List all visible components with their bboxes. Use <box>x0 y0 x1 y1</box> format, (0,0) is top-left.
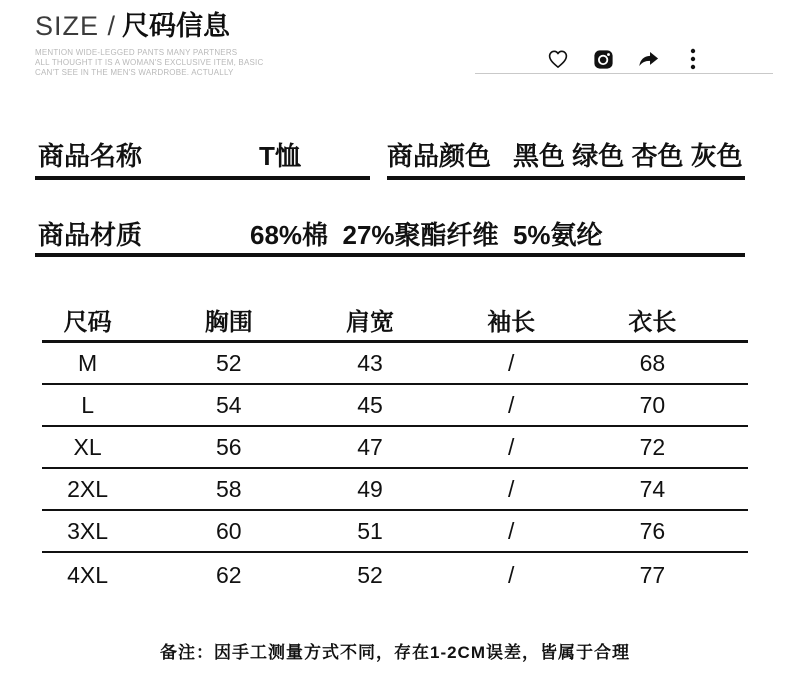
cell-length: 70 <box>639 391 666 418</box>
cell-sleeve: / <box>508 475 515 502</box>
table-row <box>42 343 748 385</box>
cell-chest: 60 <box>215 517 242 544</box>
col-header-chest: 胸围 <box>204 308 253 336</box>
header-divider <box>475 73 773 74</box>
cell-length: 72 <box>639 433 666 460</box>
kebab-menu-icon <box>681 46 705 72</box>
product-color-label: 商品颜色 <box>387 141 492 171</box>
cell-sleeve: / <box>508 349 515 376</box>
product-name-value: T恤 <box>259 141 301 171</box>
rule-product-material <box>35 253 745 257</box>
cell-shoulder: 51 <box>357 517 383 544</box>
subtitle-line: MENTION WIDE-LEGGED PANTS MANY PARTNERS <box>35 48 238 57</box>
cell-shoulder: 47 <box>357 433 383 460</box>
product-color-group <box>387 136 743 173</box>
cell-chest: 54 <box>215 391 242 418</box>
product-material-value: 68%棉 27%聚酯纤维 5%氨纶 <box>250 220 603 250</box>
table-row <box>42 511 748 553</box>
page-title-zh: 尺码信息 <box>122 11 231 41</box>
cell-sleeve: / <box>508 561 515 588</box>
subtitle-line: ALL THOUGHT IT IS A WOMAN'S EXCLUSIVE ITEM, BASIC <box>35 58 264 67</box>
rule-product-color <box>387 176 745 180</box>
cell-size: 3XL <box>67 517 109 544</box>
cell-size: 2XL <box>67 475 109 502</box>
cell-sleeve: / <box>508 517 515 544</box>
cell-size: 4XL <box>67 561 109 588</box>
cell-length: 77 <box>639 561 666 588</box>
page-title <box>35 10 230 42</box>
more-button[interactable] <box>681 46 705 72</box>
page-title-en: SIZE / <box>35 11 117 41</box>
size-table <box>42 298 748 597</box>
cell-length: 68 <box>639 349 666 376</box>
cell-size: L <box>81 391 94 418</box>
col-header-size: 尺码 <box>63 308 112 336</box>
cell-shoulder: 52 <box>357 561 383 588</box>
cell-chest: 56 <box>215 433 242 460</box>
product-color-value: 黑色 绿色 杏色 灰色 <box>513 141 743 171</box>
rule-product-name <box>35 176 370 180</box>
cell-sleeve: / <box>508 391 515 418</box>
cell-chest: 52 <box>215 349 242 376</box>
table-row <box>42 553 748 597</box>
cell-shoulder: 49 <box>357 475 383 502</box>
cell-size: XL <box>73 433 102 460</box>
cell-shoulder: 45 <box>357 391 383 418</box>
subtitle-line: CAN'T SEE IN THE MEN'S WARDROBE. ACTUALLY <box>35 68 234 77</box>
cell-length: 74 <box>639 475 666 502</box>
action-icon-row <box>546 46 705 72</box>
col-header-length: 衣长 <box>628 308 677 336</box>
measurement-note: 备注：因手工测量方式不同，存在1-2CM误差，皆属于合理 <box>159 643 630 662</box>
table-row <box>42 385 748 427</box>
cell-shoulder: 43 <box>357 349 383 376</box>
camera-icon <box>592 48 615 71</box>
camera-button[interactable] <box>591 46 615 72</box>
share-button[interactable] <box>636 46 660 72</box>
favorite-button[interactable] <box>546 46 570 72</box>
cell-sleeve: / <box>508 433 515 460</box>
table-row <box>42 427 748 469</box>
table-row <box>42 469 748 511</box>
col-header-shoulder: 肩宽 <box>345 308 394 336</box>
product-material-label: 商品材质 <box>38 220 143 250</box>
cell-chest: 62 <box>215 561 242 588</box>
page-subtitle <box>35 48 263 78</box>
product-name-label: 商品名称 <box>38 141 143 171</box>
heart-icon <box>546 47 570 71</box>
col-header-sleeve: 袖长 <box>487 308 536 336</box>
size-table-header-row <box>42 298 748 343</box>
share-arrow-icon <box>637 48 660 71</box>
cell-size: M <box>78 349 98 376</box>
cell-length: 76 <box>639 517 666 544</box>
cell-chest: 58 <box>215 475 242 502</box>
